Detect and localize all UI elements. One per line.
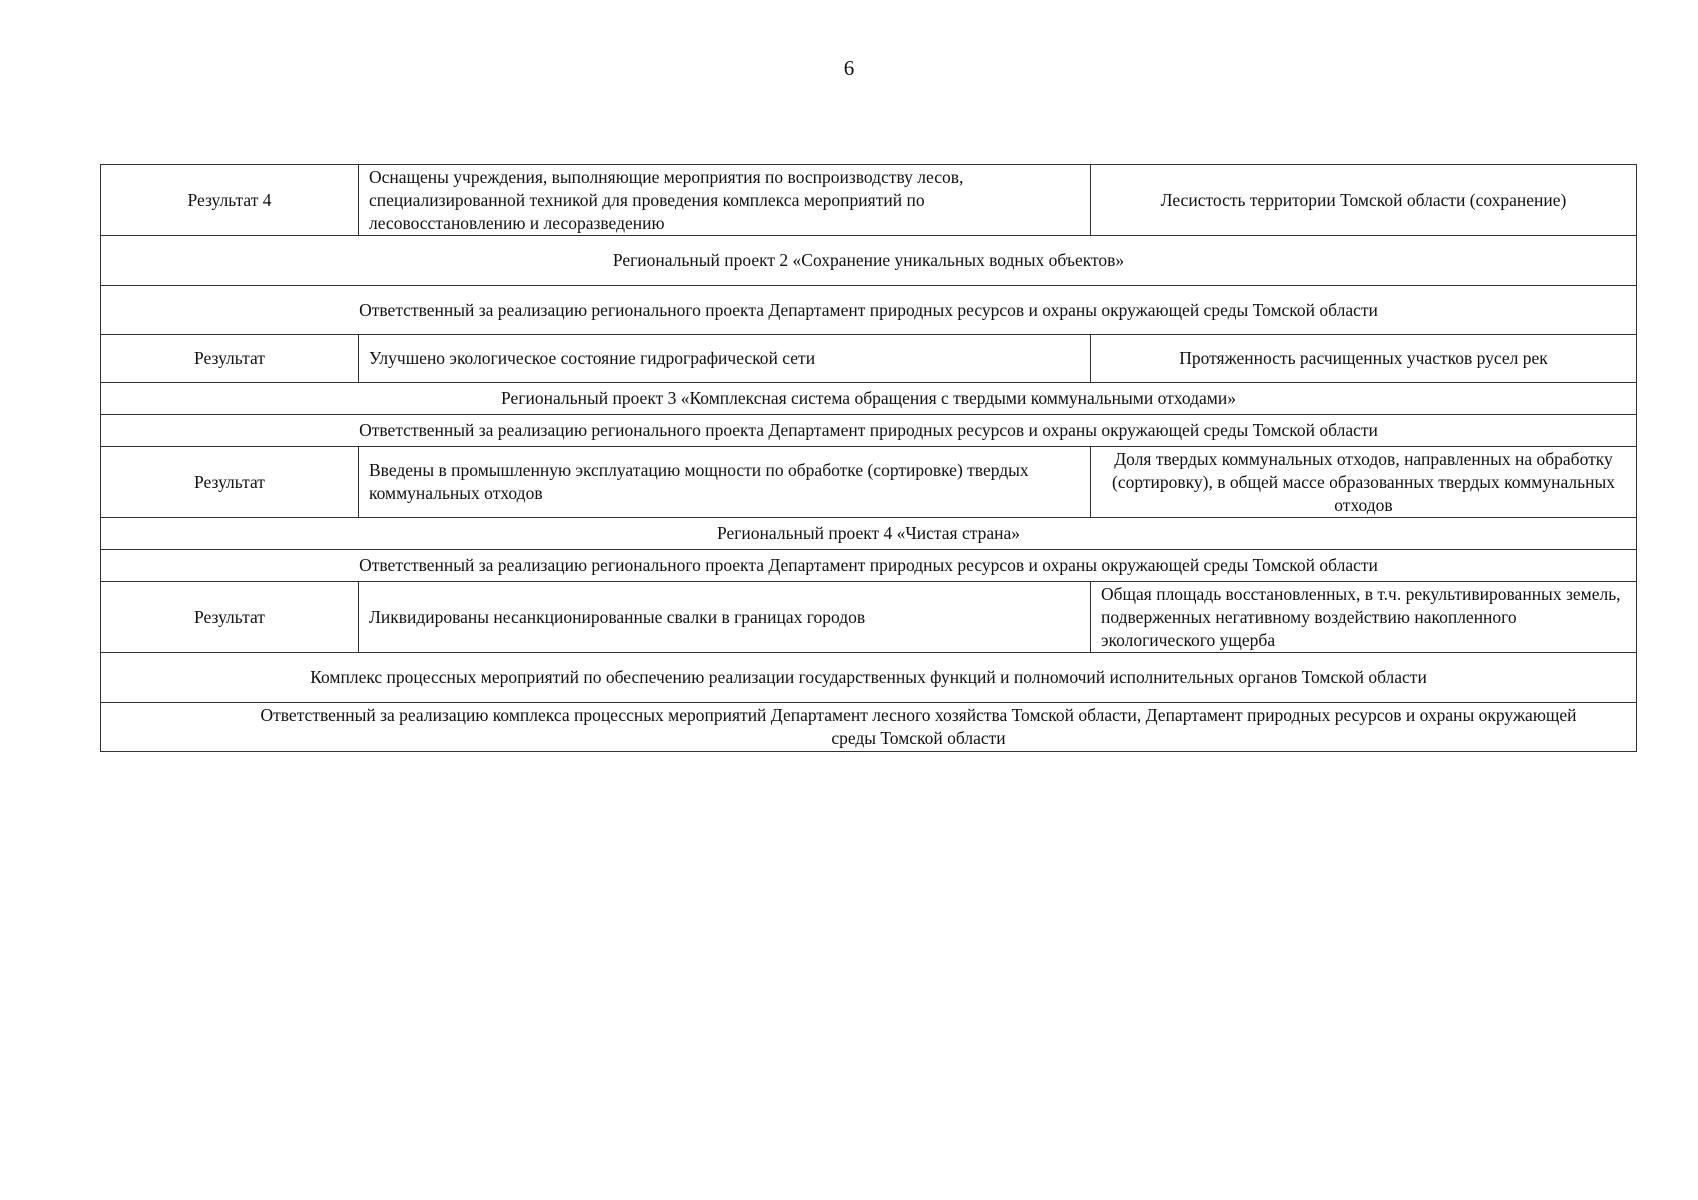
result-description-cell: Оснащены учреждения, выполняющие мероприятия по воспроизводству лесов, специализированной техникой для проведения комплекса мероприятий по лесовосстановлению и лесоразведению: [359, 165, 1091, 236]
project-title-cell: Региональный проект 4 «Чистая страна»: [101, 518, 1637, 550]
indicator-cell: Протяженность расчищенных участков русел рек: [1091, 335, 1637, 383]
table-row-result: [101, 447, 1637, 518]
responsible-cell: Ответственный за реализацию регионального проекта Департамент природных ресурсов и охраны окружающей среды Томской области: [101, 286, 1637, 335]
responsible-cell: Ответственный за реализацию комплекса процессных мероприятий Департамент лесного хозяйства Томской области, Департамент природных ресурсов и охраны окружающей среды Томской области: [101, 703, 1637, 752]
table-row-responsible: [101, 415, 1637, 447]
table-row-result: [101, 582, 1637, 653]
table-row-responsible: [101, 286, 1637, 335]
indicator-cell: Лесистость территории Томской области (сохранение): [1091, 165, 1637, 236]
table-row-project-title: [101, 518, 1637, 550]
indicator-cell: Доля твердых коммунальных отходов, направленных на обработку (сортировку), в общей массе образованных твердых коммунальных отходов: [1091, 447, 1637, 518]
result-description-cell: Улучшено экологическое состояние гидрографической сети: [359, 335, 1091, 383]
table-row-responsible: [101, 703, 1637, 752]
table-row-result: [101, 335, 1637, 383]
table-row-result-4: [101, 165, 1637, 236]
table-row-project-title: [101, 236, 1637, 286]
result-label-cell: Результат: [101, 335, 359, 383]
result-label-cell: Результат: [101, 447, 359, 518]
page-number: 6: [843, 56, 855, 80]
project-title-cell: Региональный проект 2 «Сохранение уникальных водных объектов»: [101, 236, 1637, 286]
structure-table: [100, 164, 1637, 752]
table-row-project-title: [101, 383, 1637, 415]
table-row-process-complex: [101, 653, 1637, 703]
process-complex-cell: Комплекс процессных мероприятий по обеспечению реализации государственных функций и полномочий исполнительных органов Томской области: [101, 653, 1637, 703]
result-label-cell: Результат 4: [101, 165, 359, 236]
result-description-cell: Введены в промышленную эксплуатацию мощности по обработке (сортировке) твердых коммунальных отходов: [359, 447, 1091, 518]
responsible-cell: Ответственный за реализацию регионального проекта Департамент природных ресурсов и охраны окружающей среды Томской области: [101, 550, 1637, 582]
table-row-responsible: [101, 550, 1637, 582]
result-description-cell: Ликвидированы несанкционированные свалки в границах городов: [359, 582, 1091, 653]
project-title-cell: Региональный проект 3 «Комплексная система обращения с твердыми коммунальными отходами»: [101, 383, 1637, 415]
responsible-cell: Ответственный за реализацию регионального проекта Департамент природных ресурсов и охраны окружающей среды Томской области: [101, 415, 1637, 447]
result-label-cell: Результат: [101, 582, 359, 653]
indicator-cell: Общая площадь восстановленных, в т.ч. рекультивированных земель, подверженных негативному воздействию накопленного экологического ущерба: [1091, 582, 1637, 653]
